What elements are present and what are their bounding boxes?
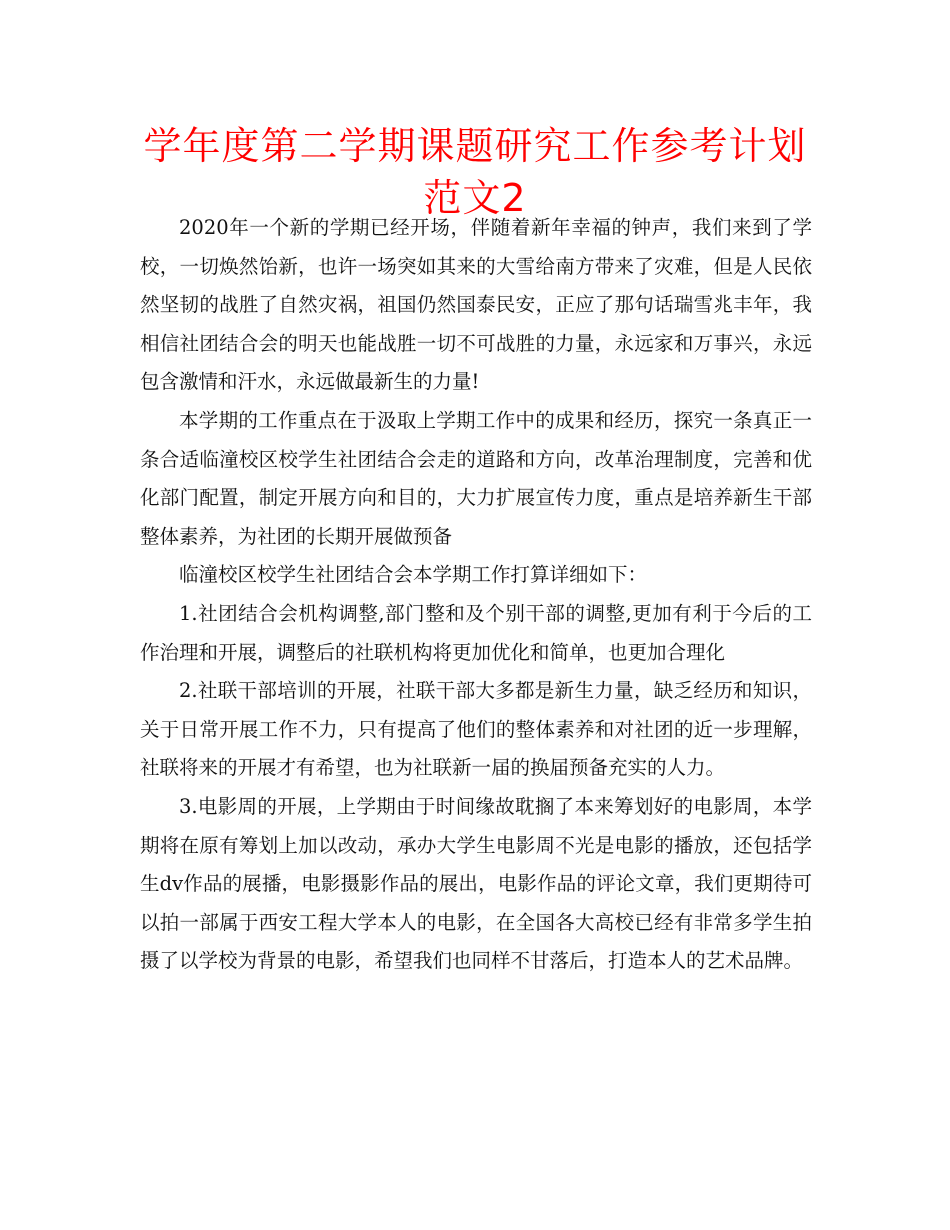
paragraph-item-1: 1.社团结合会机构调整,部门整和及个别干部的调整,更加有利于今后的工作治理和开展，调整后的社联机构将更加优化和简单，也更加合理化: [140, 601, 812, 664]
paragraph-intro: 2020年一个新的学期已经开场，伴随着新年幸福的钟声，我们来到了学校，一切焕然饴新，也许一场突如其来的大雪给南方带来了灾难，但是人民依然坚韧的战胜了自然灾祸，祖国仍然国泰民安，正应了那句话瑞雪兆丰年，我相信社团结合会的明天也能战胜一切不可战胜的力量，永远家和万事兴，永远包含激情和汗水，永远做最新生的力量!: [140, 216, 812, 394]
paragraph-item-3: 3.电影周的开展，上学期由于时间缘故耽搁了本来筹划好的电影周，本学期将在原有筹划上加以改动，承办大学生电影周不光是电影的播放，还包括学生dv作品的展播，电影摄影作品的展出，电影作品的评论文章，我们更期待可以拍一部属于西安工程大学本人的电影，在全国各大高校已经有非常多学生拍摄了以学校为背景的电影，希望我们也同样不甘落后，打造本人的艺术品牌。: [140, 794, 812, 973]
document-title: 学年度第二学期课题研究工作参考计划范文2: [143, 124, 807, 220]
document-body: [140, 209, 812, 981]
paragraph-plan-heading: 临潼校区校学生社团结合会本学期工作打算详细如下：: [179, 563, 648, 587]
paragraph-item-2: 2.社联干部培训的开展，社联干部大多都是新生力量，缺乏经历和知识，关于日常开展工作不力，只有提高了他们的整体素养和对社团的近一步理解，社联将来的开展才有希望，也为社联新一届的换届预备充实的人力。: [140, 679, 812, 780]
paragraph-focus: 本学期的工作重点在于汲取上学期工作中的成果和经历，探究一条真正一条合适临潼校区校学生社团结合会走的道路和方向，改革治理制度，完善和优化部门配置，制定开展方向和目的，大力扩展宣传力度，重点是培养新生干部整体素养，为社团的长期开展做预备: [140, 408, 812, 548]
